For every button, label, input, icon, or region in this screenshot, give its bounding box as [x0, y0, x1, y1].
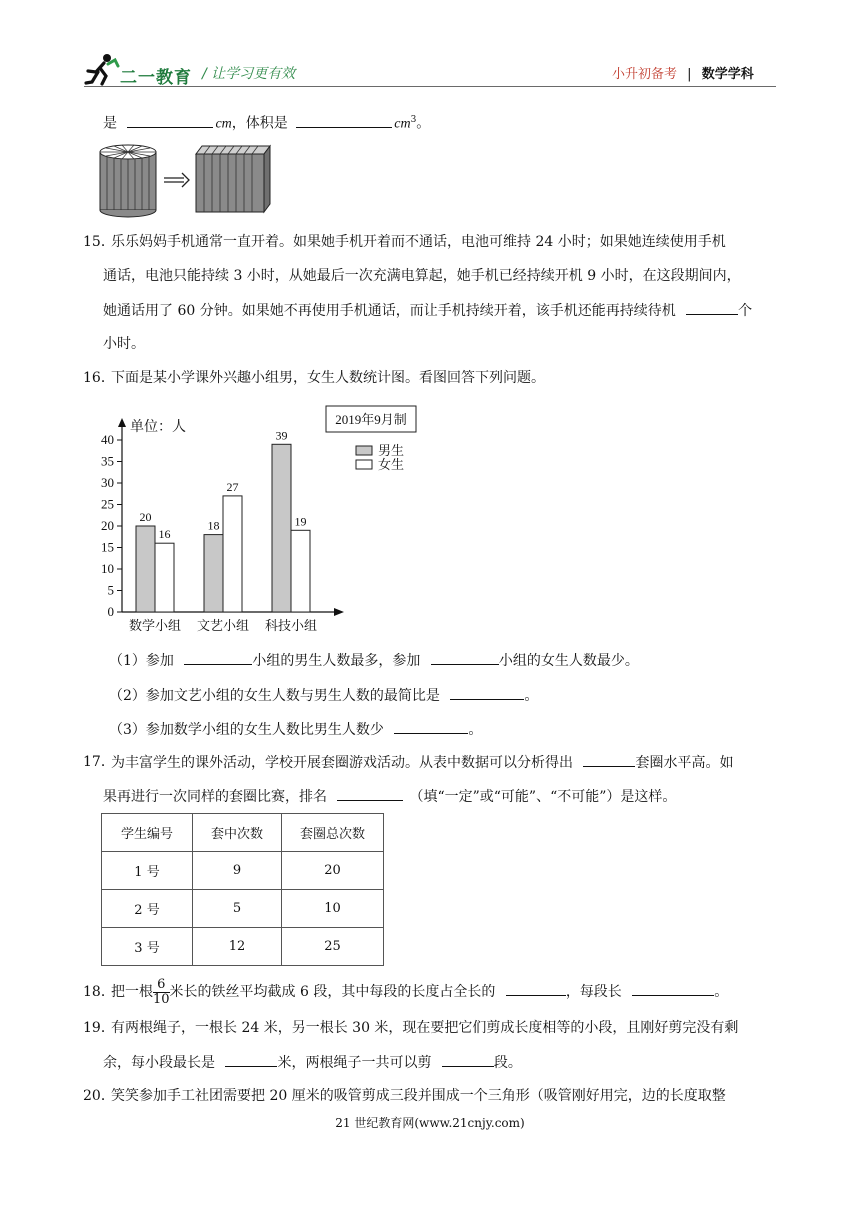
q16-sub-2 [109, 685, 538, 706]
y-tick-label: 10 [101, 561, 114, 576]
q20-line-1: 笑笑参加手工社团需要把 20 厘米的吸管剪成三段并围成一个三角形（吸管刚好用完，边的长度取整 [111, 1088, 726, 1104]
q15-line-4: 小时。 [103, 336, 145, 352]
q15-line-3 [103, 300, 752, 321]
cuboid [196, 146, 270, 212]
legend-label: 男生 [378, 443, 405, 458]
table-header-row [102, 814, 384, 852]
q17-line-2 [103, 786, 676, 807]
q18-line [111, 975, 728, 1009]
q14-unit-2: cm [394, 116, 411, 132]
bar-data-label: 27 [226, 479, 239, 494]
q15-blank[interactable] [686, 300, 738, 315]
q15-text-3a: 她通话用了 60 分钟。如果她不再使用手机通话，而让手机持续开着，该手机还能再持续待机 [103, 303, 676, 319]
q19-blank-1[interactable] [225, 1052, 277, 1067]
table-header-cell: 套圈总次数 [282, 814, 384, 852]
bar-data-label: 18 [207, 518, 220, 533]
q19-line-1: 有两根绳子，一根长 24 米，另一根长 30 米，现在要把它们剪成长度相等的小段，且刚好剪完没有剩 [111, 1020, 739, 1036]
q16-sub2-text-b: 。 [524, 688, 539, 704]
transform-arrow-icon [164, 173, 189, 187]
y-tick-label: 5 [107, 582, 114, 598]
q17-text-1a: 为丰富学生的课外活动，学校开展套圈游戏活动。从表中数据可以分析得出 [111, 755, 573, 771]
q14-blank-2[interactable] [296, 113, 392, 128]
table-cell: 5 [193, 890, 282, 928]
bar [155, 543, 174, 612]
ring-toss-table [101, 813, 384, 966]
y-tick-label: 30 [101, 475, 114, 490]
q16-sub1-text-b: 小组的男生人数最多，参加 [252, 653, 421, 669]
q17-blank-2[interactable] [337, 786, 403, 801]
table-header-cell: 学生编号 [102, 814, 193, 852]
bar-data-label: 16 [158, 527, 171, 542]
q16-sub3-text-a: （3）参加数学小组的女生人数比男生人数少 [109, 722, 384, 738]
table-header-cell: 套中次数 [193, 814, 282, 852]
q18-text-2: 米长的铁丝平均截成 6 段，其中每段的长度占全长的 [169, 984, 496, 1000]
exam-label: 小升初备考 [612, 67, 678, 82]
table-cell: 20 [282, 852, 384, 890]
q18-number: 18． [83, 984, 115, 1000]
y-tick-label: 40 [101, 432, 114, 447]
q14-text-2: ，体积是 [231, 115, 288, 132]
fraction-numerator: 6 [153, 978, 170, 993]
table-row [102, 890, 384, 928]
q19-text-2b: 米，两根绳子一共可以剪 [277, 1055, 432, 1071]
q15-line-2: 通话，电池只能持续 3 小时，从她最后一次充满电算起，她手机已经持续开机 9 小时，在这段期间内， [103, 268, 741, 284]
y-tick-label: 20 [101, 518, 114, 533]
slogan: / 让学习更有效 [202, 66, 296, 82]
q16-sub-3 [109, 719, 482, 740]
q16-sub1-text-c: 小组的女生人数最少。 [498, 653, 639, 669]
table-row [102, 928, 384, 966]
x-axis-arrow [334, 608, 344, 616]
bar-data-label: 39 [275, 428, 288, 443]
x-category-label: 文艺小组 [196, 618, 250, 633]
legend-swatch [356, 446, 372, 455]
q19-text-2a: 余，每小段最长是 [103, 1055, 215, 1071]
bar [291, 530, 310, 612]
q14-tail [103, 110, 430, 135]
q19-text-2c: 段。 [493, 1055, 522, 1071]
q19-line-2 [103, 1052, 522, 1073]
bar [136, 526, 155, 612]
q15-number: 15． [83, 234, 115, 250]
q16-number: 16． [83, 370, 115, 386]
q19-number: 19． [83, 1020, 115, 1036]
y-tick-label: 0 [107, 604, 114, 619]
q16-text: 下面是某小学课外兴趣小组男，女生人数统计图。看图回答下列问题。 [111, 370, 545, 386]
fraction [153, 978, 170, 1007]
legend-swatch [356, 460, 372, 469]
q14-blank-1[interactable] [127, 113, 213, 128]
q18-blank-1[interactable] [506, 981, 566, 996]
header-right [612, 63, 754, 82]
y-tick-label: 15 [101, 539, 114, 555]
table-cell: 2 号 [102, 890, 193, 928]
table-cell: 3 号 [102, 928, 193, 966]
header-separator: | [687, 67, 692, 82]
q14-unit-superscript: 3 [410, 115, 417, 125]
sliced-cylinder [100, 145, 156, 217]
bar-data-label: 20 [139, 510, 152, 524]
q17-line-1 [111, 752, 733, 773]
q17-blank-1[interactable] [583, 752, 635, 767]
x-category-label: 科技小组 [264, 618, 318, 633]
bar-data-label: 19 [294, 514, 307, 529]
q14-text-1: 是 [103, 115, 117, 132]
q18-text-1: 把一根 [111, 984, 153, 1000]
q17-number: 17． [83, 754, 115, 770]
q15-line-1: 乐乐妈妈手机通常一直开着。如果她手机开着而不通话，电池可维持 24 小时；如果她连续使用手机 [111, 234, 726, 250]
x-category-label: 数学小组 [128, 618, 182, 633]
bar-chart [94, 396, 454, 644]
y-tick-label: 35 [101, 453, 114, 469]
legend-label: 女生 [378, 457, 405, 472]
y-axis-arrow [118, 418, 126, 427]
q16-sub-1 [109, 650, 639, 671]
q16-sub2-text-a: （2）参加文艺小组的女生人数与男生人数的最简比是 [109, 688, 440, 704]
y-tick-label: 25 [101, 496, 114, 512]
q15-text-3b: 个 [738, 303, 753, 319]
cylinder-to-cuboid-figure [98, 142, 274, 220]
table-cell: 12 [193, 928, 282, 966]
q16-sub3-blank[interactable] [394, 719, 468, 734]
q18-blank-2[interactable] [632, 981, 714, 996]
footer: 21 世纪教育网(www.21cnjy.com) [335, 1116, 525, 1130]
q18-text-4: 。 [714, 984, 729, 1000]
q14-text-3: 。 [416, 115, 431, 132]
header-divider [84, 86, 776, 87]
table-row [102, 852, 384, 890]
q17-text-2b: （填“一定”或“可能”、“不可能”）是这样。 [409, 789, 677, 805]
bar [204, 535, 223, 612]
bar [272, 444, 291, 612]
q19-blank-2[interactable] [442, 1052, 494, 1067]
q16-sub2-blank[interactable] [450, 685, 524, 700]
q16-sub1-text-a: （1）参加 [109, 653, 174, 669]
table-cell: 10 [282, 890, 384, 928]
table-cell: 25 [282, 928, 384, 966]
q16-sub3-text-b: 。 [468, 722, 483, 738]
runner-logo-icon [84, 52, 120, 86]
chart-title: 2019年9月制 [335, 412, 407, 427]
fraction-denominator: 10 [153, 991, 170, 1007]
q14-unit-1: cm [215, 116, 232, 132]
q18-text-3: ，每段长 [565, 984, 622, 1000]
table-cell: 1 号 [102, 852, 193, 890]
header [0, 0, 860, 90]
bar [223, 496, 242, 612]
q20-number: 20． [83, 1088, 115, 1104]
subject-label: 数学学科 [701, 67, 754, 82]
y-axis-unit-label: 单位：人 [130, 420, 186, 435]
q16-sub1-blank-2[interactable] [431, 650, 499, 665]
q16-sub1-blank-1[interactable] [184, 650, 252, 665]
q17-text-2a: 果再进行一次同样的套圈比赛，排名 [103, 789, 327, 805]
table-cell: 9 [193, 852, 282, 890]
q17-text-1b: 套圈水平高。如 [635, 755, 734, 771]
logo-text: 二一教育 [120, 68, 192, 88]
